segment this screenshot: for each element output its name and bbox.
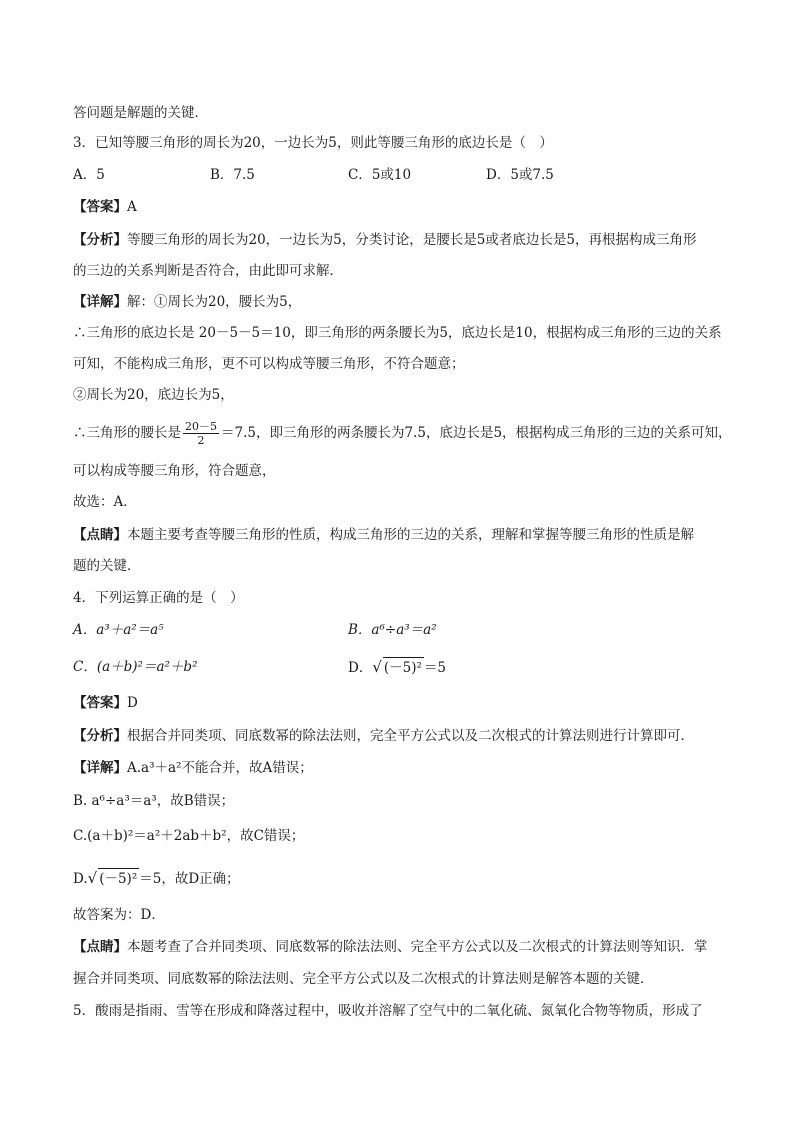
text-line: 握合并同类项、同底数幂的除法法则、完全平方公式以及二次根式的计算法则是解答本题的关键． [73,971,654,987]
remark-text: 本题考查了合并同类项、同底数幂的除法法则、完全平方公式以及二次根式的计算法则等知识．掌 [127,939,708,955]
radicand: (－5)² [383,657,424,678]
answer-value: A [127,199,137,215]
text-line-radical [73,868,240,889]
text-line: 可以构成等腰三角形，符合题意， [73,463,276,479]
q4-option-a: A．a³＋a²＝a⁵ [73,622,164,638]
text-line: ②周长为20，底边长为5， [73,387,234,403]
detail-text: 解：①周长为20，腰长为5， [127,294,302,310]
radical-sign: √ [372,658,382,676]
q3-analysis [73,230,696,250]
analysis-text: 等腰三角形的周长为20，一边长为5，分类讨论，是腰长是5或者底边长是5，再根据构成三角形 [127,232,697,248]
remark-tag: 【点睛】 [73,939,127,955]
q3-option-a: A．5 [73,167,105,183]
text-line: 故答案为：D． [73,907,165,923]
question-5: 5．酸雨是指雨、雪等在形成和降落过程中，吸收并溶解了空气中的二氧化硫、氮氧化合物等物质，形成了 [73,1003,703,1019]
question-4: 4．下列运算正确的是（ ） [73,590,244,606]
fraction [183,420,219,447]
text-line: 的三边的关系判断是否符合，由此即可求解． [73,263,343,279]
detail-text: A.a³＋a²不能合并，故A错误； [127,760,313,776]
option-label: D． [348,660,373,676]
remark-text: 本题主要考查等腰三角形的性质，构成三角形的三边的关系，理解和掌握等腰三角形的性质是解 [127,527,694,543]
q3-detail [73,292,301,312]
q4-option-c: C．(a＋b)²＝a²＋b² [73,659,198,675]
q4-option-b: B．a⁶÷a³＝a² [348,622,437,638]
radical-sign: √ [87,869,98,887]
analysis-tag: 【分析】 [73,728,127,744]
q4-option-d [348,657,446,678]
text-segment: ＝5，故D正确； [139,871,240,887]
text-line: ∴三角形的底边长是 20－5－5＝10，即三角形的两条腰长为5，底边长是10，根据构成三角形的三边的关系 [73,325,722,341]
text-line: C.(a＋b)²＝a²＋2ab＋b²，故C错误； [73,828,305,844]
q4-analysis [73,726,694,746]
analysis-text: 根据合并同类项、同底数幂的除法法则，完全平方公式以及二次根式的计算法则进行计算即可． [127,728,694,744]
text-line: 可知，不能构成三角形，更不可以构成等腰三角形，不符合题意； [73,356,465,372]
text-line: 故选：A． [73,494,137,510]
text-line: 答问题是解题的关键． [73,105,208,121]
text-segment: ＝7.5，即三角形的两条腰长为7.5，底边长是5，根据构成三角形的三边的关系可知， [221,425,732,441]
text-segment: D. [73,871,88,887]
text-line-fraction [73,420,732,447]
fraction-numerator: 20－5 [185,420,217,433]
q4-remark [73,937,708,957]
answer-value: D [127,695,138,711]
q3-answer [73,197,137,217]
detail-tag: 【详解】 [73,294,127,310]
q4-detail [73,758,313,778]
q3-option-d: D．5或7.5 [486,167,554,183]
detail-tag: 【详解】 [73,760,127,776]
fraction-denominator: 2 [197,434,205,447]
radicand: (－5)² [98,868,139,889]
text-line: B. a⁶÷a³＝a³，故B错误； [73,793,235,809]
analysis-tag: 【分析】 [73,232,127,248]
question-3: 3．已知等腰三角形的周长为20，一边长为5，则此等腰三角形的底边长是（ ） [73,135,553,151]
answer-tag: 【答案】 [73,199,127,215]
answer-tag: 【答案】 [73,695,127,711]
q4-answer [73,693,138,713]
text-segment: ＝5 [423,660,447,676]
text-segment: ∴三角形的腰长是 [73,425,181,441]
q3-remark [73,525,694,545]
remark-tag: 【点睛】 [73,527,127,543]
q3-option-c: C．5或10 [348,167,412,183]
q3-option-b: B．7.5 [210,167,255,183]
text-line: 题的关键． [73,558,141,574]
